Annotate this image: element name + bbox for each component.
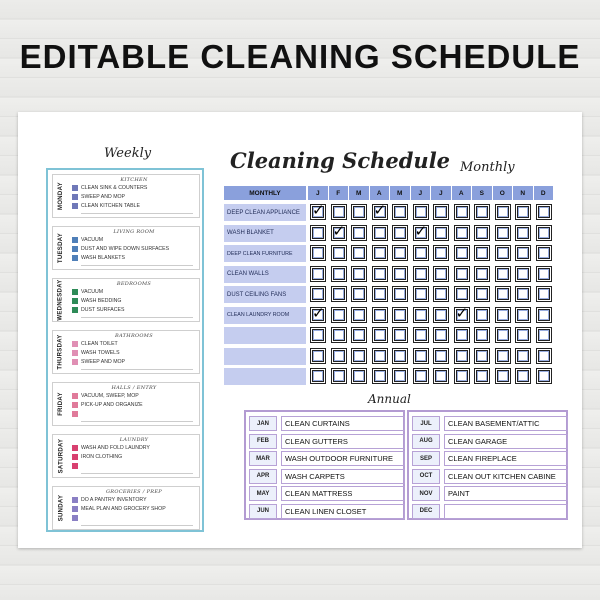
checkmark-icon: ✓ (312, 303, 325, 322)
month-checkbox[interactable] (433, 266, 449, 282)
task-item[interactable] (81, 307, 124, 313)
month-header-1: F (329, 186, 349, 200)
month-checkbox[interactable] (474, 266, 490, 282)
month-checkbox[interactable] (372, 307, 388, 323)
month-checkbox[interactable] (495, 204, 511, 220)
annual-task-field[interactable]: CLEAN FIREPLACE (444, 451, 568, 466)
month-checkbox[interactable] (372, 245, 388, 261)
month-header-2: M (349, 186, 369, 200)
day-block-monday (52, 174, 200, 218)
month-checkbox[interactable] (433, 204, 449, 220)
month-checkbox[interactable] (331, 204, 347, 220)
month-checkbox[interactable] (310, 201, 326, 220)
month-checkbox[interactable] (536, 286, 552, 302)
task-text: SWEEP AND MOP (81, 359, 126, 365)
month-checkbox[interactable] (331, 327, 347, 343)
month-header-3: A (370, 186, 390, 200)
task-checkbox[interactable] (72, 411, 78, 417)
month-checkbox[interactable] (413, 307, 429, 323)
month-checkbox[interactable] (351, 368, 367, 384)
month-checkbox[interactable] (310, 368, 326, 384)
month-checkbox[interactable] (536, 245, 552, 261)
blank-line (81, 265, 193, 266)
month-header-5: J (411, 186, 431, 200)
month-checkbox[interactable] (515, 327, 531, 343)
task-item[interactable] (81, 298, 121, 304)
blank-line (81, 213, 193, 214)
weekly-panel (46, 168, 204, 532)
task-text: PICK-UP AND ORGANIZE (81, 402, 143, 408)
month-header-6: J (431, 186, 451, 200)
day-label (53, 487, 69, 529)
month-checkbox[interactable] (310, 266, 326, 282)
month-checkbox[interactable] (495, 286, 511, 302)
month-header-9: O (493, 186, 513, 200)
month-checkbox[interactable] (351, 286, 367, 302)
task-text: CLEAN KITCHEN TABLE (81, 203, 140, 209)
task-item[interactable] (81, 203, 140, 209)
task-checkbox[interactable] (72, 445, 78, 451)
month-checkbox[interactable] (372, 286, 388, 302)
task-checkbox[interactable] (72, 515, 78, 521)
task-text: WASH BLANKETS (81, 255, 125, 261)
month-checkbox[interactable] (454, 245, 470, 261)
day-block-sunday (52, 486, 200, 530)
schedule-title: Cleaning Schedule (230, 148, 451, 173)
task-checkbox[interactable] (72, 393, 78, 399)
month-checkbox[interactable] (454, 266, 470, 282)
annual-month: AUG (412, 434, 440, 449)
task-checkbox[interactable] (72, 194, 78, 200)
weekly-title: Weekly (104, 146, 152, 161)
month-checkbox[interactable] (454, 225, 470, 241)
task-checkbox[interactable] (72, 237, 78, 243)
month-checkbox[interactable] (413, 221, 429, 241)
day-block-friday (52, 382, 200, 426)
month-checkbox[interactable] (515, 266, 531, 282)
checkmark-icon: ✓ (414, 221, 428, 240)
month-checkbox[interactable] (351, 204, 367, 220)
month-checkbox[interactable] (454, 303, 470, 323)
category-label: LAUNDRY (119, 437, 149, 443)
month-checkbox[interactable] (515, 204, 531, 220)
category-label: GROCERIES / PREP (106, 489, 162, 495)
month-checkbox[interactable] (536, 368, 552, 384)
day-label (53, 435, 69, 477)
day-block-thursday (52, 330, 200, 374)
month-checkbox[interactable] (331, 245, 347, 261)
month-checkbox[interactable] (413, 348, 429, 364)
month-header-10: N (513, 186, 533, 200)
task-text: CLEAN SINK & COUNTERS (81, 185, 148, 191)
task-checkbox[interactable] (72, 341, 78, 347)
task-item[interactable] (81, 359, 125, 365)
month-checkbox[interactable] (536, 327, 552, 343)
task-checkbox[interactable] (72, 203, 78, 209)
task-item[interactable] (81, 255, 125, 261)
checkmark-icon: ✓ (373, 201, 387, 219)
task-text: CLEAN TOILET (81, 341, 118, 347)
day-name: WEDNESDAY (58, 279, 64, 321)
task-text: WASH BEDDING (81, 298, 122, 304)
category-label: BEDROOMS (116, 281, 152, 287)
month-checkbox[interactable] (474, 348, 490, 364)
task-item[interactable] (81, 402, 143, 408)
task-text: VACUUM (81, 289, 104, 295)
month-checkbox[interactable] (413, 327, 429, 343)
day-label (53, 331, 69, 373)
month-checkbox[interactable] (331, 368, 347, 384)
day-block-wednesday (52, 278, 200, 322)
monthly-task-label[interactable] (224, 327, 306, 344)
month-checkbox[interactable] (536, 204, 552, 220)
month-checkbox[interactable] (413, 204, 429, 220)
month-checkbox[interactable] (351, 327, 367, 343)
month-checkbox[interactable] (392, 286, 408, 302)
task-text: DUST SURFACES (81, 307, 125, 313)
monthly-title: Monthly (460, 160, 515, 175)
day-label (53, 227, 69, 269)
annual-month: FEB (249, 434, 277, 449)
month-checkbox[interactable] (454, 286, 470, 302)
month-checkbox[interactable] (495, 245, 511, 261)
month-checkbox[interactable] (433, 245, 449, 261)
task-checkbox[interactable] (72, 246, 78, 252)
month-checkbox[interactable] (433, 225, 449, 241)
month-header-4: M (390, 186, 410, 200)
month-checkbox[interactable] (433, 368, 449, 384)
task-checkbox[interactable] (72, 289, 78, 295)
month-checkbox[interactable] (372, 348, 388, 364)
day-block-tuesday (52, 226, 200, 270)
month-checkbox[interactable] (310, 245, 326, 261)
day-name: THURSDAY (58, 334, 64, 370)
day-label (53, 383, 69, 425)
month-checkbox[interactable] (454, 204, 470, 220)
month-checkbox[interactable] (454, 348, 470, 364)
month-checkbox[interactable] (351, 266, 367, 282)
category-label: KITCHEN (120, 177, 148, 183)
monthly-header: MONTHLY (224, 186, 306, 200)
month-checkbox[interactable] (372, 327, 388, 343)
monthly-task-label[interactable]: CLEAN WALLS (224, 266, 306, 283)
month-checkbox[interactable] (433, 327, 449, 343)
headline: EDITABLE CLEANING SCHEDULE (19, 38, 581, 75)
month-checkbox[interactable] (495, 307, 511, 323)
monthly-task-label[interactable] (224, 368, 306, 385)
task-item[interactable] (81, 497, 147, 503)
month-checkbox[interactable] (372, 201, 388, 220)
month-checkbox[interactable] (515, 245, 531, 261)
blank-line (81, 317, 193, 318)
annual-month: JUL (412, 416, 440, 431)
cleaning-schedule-sheet (18, 112, 582, 548)
month-checkbox[interactable] (495, 266, 511, 282)
checkmark-icon: ✓ (332, 221, 346, 240)
category-label: BATHROOMS (115, 333, 153, 339)
month-header-7: A (452, 186, 472, 200)
annual-month: JUN (249, 504, 277, 519)
month-checkbox[interactable] (392, 368, 408, 384)
month-checkbox[interactable] (351, 307, 367, 323)
month-checkbox[interactable] (495, 368, 511, 384)
annual-month: DEC (412, 504, 440, 519)
month-checkbox[interactable] (392, 266, 408, 282)
annual-task-field[interactable]: WASH CARPETS (281, 469, 405, 484)
task-text: DUST AND WIPE DOWN SURFACES (81, 246, 170, 252)
month-checkbox[interactable] (392, 307, 408, 323)
month-checkbox[interactable] (454, 327, 470, 343)
blank-line (81, 421, 193, 422)
annual-month: APR (249, 469, 277, 484)
task-item[interactable] (81, 445, 150, 451)
month-checkbox[interactable] (331, 221, 347, 241)
checkmark-icon: ✓ (455, 303, 469, 322)
month-checkbox[interactable] (474, 225, 490, 241)
month-checkbox[interactable] (474, 245, 490, 261)
task-checkbox[interactable] (72, 506, 78, 512)
annual-title: Annual (368, 392, 411, 406)
blank-line (81, 525, 193, 526)
task-checkbox[interactable] (72, 350, 78, 356)
month-checkbox[interactable] (536, 266, 552, 282)
day-name: TUESDAY (58, 232, 65, 264)
task-checkbox[interactable] (72, 463, 78, 469)
month-checkbox[interactable] (351, 225, 367, 241)
month-checkbox[interactable] (413, 245, 429, 261)
month-checkbox[interactable] (536, 225, 552, 241)
monthly-task-label[interactable] (224, 348, 306, 365)
month-checkbox[interactable] (413, 286, 429, 302)
task-checkbox[interactable] (72, 255, 78, 261)
month-checkbox[interactable] (331, 348, 347, 364)
task-checkbox[interactable] (72, 298, 78, 304)
task-item[interactable] (81, 341, 118, 347)
month-checkbox[interactable] (433, 307, 449, 323)
month-checkbox[interactable] (433, 348, 449, 364)
month-checkbox[interactable] (536, 307, 552, 323)
task-text: MEAL PLAN AND GROCERY SHOP (81, 506, 166, 512)
month-checkbox[interactable] (372, 368, 388, 384)
task-text: DO A PANTRY INVENTORY (81, 497, 147, 503)
month-checkbox[interactable] (331, 266, 347, 282)
blank-line (81, 369, 193, 370)
task-text: WASH TOWELS (81, 350, 120, 356)
month-checkbox[interactable] (536, 348, 552, 364)
month-checkbox[interactable] (392, 245, 408, 261)
monthly-task-label[interactable]: WASH BLANKET (224, 225, 306, 242)
month-checkbox[interactable] (515, 307, 531, 323)
month-checkbox[interactable] (515, 286, 531, 302)
month-checkbox[interactable] (474, 286, 490, 302)
month-checkbox[interactable] (515, 348, 531, 364)
month-checkbox[interactable] (413, 266, 429, 282)
task-item[interactable] (81, 506, 166, 512)
task-checkbox[interactable] (72, 402, 78, 408)
day-label (53, 175, 69, 217)
month-checkbox[interactable] (392, 204, 408, 220)
month-checkbox[interactable] (331, 307, 347, 323)
month-checkbox[interactable] (474, 327, 490, 343)
task-item[interactable] (81, 289, 103, 295)
day-name: SATURDAY (58, 438, 64, 474)
annual-month: JAN (249, 416, 277, 431)
monthly-task-label[interactable]: DEEP CLEAN APPLIANCE (224, 204, 306, 221)
annual-panel-jan-jun (244, 410, 405, 520)
monthly-task-label[interactable]: DUST CEILING FANS (224, 286, 306, 303)
annual-task-field[interactable]: CLEAN OUT KITCHEN CABINE (444, 469, 568, 484)
annual-task-field[interactable]: CLEAN GARAGE (444, 434, 568, 449)
task-item[interactable] (81, 237, 103, 243)
checkmark-icon: ✓ (312, 201, 325, 219)
task-text: VACUUM (81, 237, 104, 243)
category-label: LIVING ROOM (113, 229, 155, 235)
annual-task-field[interactable]: WASH OUTDOOR FURNITURE (281, 451, 405, 466)
month-checkbox[interactable] (474, 307, 490, 323)
blank-line (81, 473, 193, 474)
category-label: HALLS / ENTRY (111, 385, 157, 391)
task-item[interactable] (81, 246, 169, 252)
month-checkbox[interactable] (351, 245, 367, 261)
month-checkbox[interactable] (495, 348, 511, 364)
annual-month: MAY (249, 486, 277, 501)
month-checkbox[interactable] (392, 225, 408, 241)
month-header-11: D (534, 186, 554, 200)
annual-month: OCT (412, 469, 440, 484)
month-checkbox[interactable] (310, 327, 326, 343)
month-checkbox[interactable] (372, 225, 388, 241)
month-checkbox[interactable] (495, 327, 511, 343)
annual-panel-jul-dec (407, 410, 568, 520)
annual-month: NOV (412, 486, 440, 501)
annual-task-field[interactable]: CLEAN CURTAINS (281, 416, 405, 431)
month-checkbox[interactable] (495, 225, 511, 241)
month-checkbox[interactable] (433, 286, 449, 302)
day-name: MONDAY (58, 182, 65, 210)
annual-task-field[interactable]: CLEAN MATTRESS (281, 486, 405, 501)
task-item[interactable] (81, 185, 147, 191)
month-header-8: S (472, 186, 492, 200)
task-item[interactable] (81, 393, 139, 399)
month-checkbox[interactable] (515, 368, 531, 384)
month-checkbox[interactable] (474, 204, 490, 220)
task-text: WASH AND FOLD LAUNDRY (81, 445, 150, 451)
task-checkbox[interactable] (72, 454, 78, 460)
day-label (53, 279, 69, 321)
task-text: IRON CLOTHING (81, 454, 123, 460)
task-checkbox[interactable] (72, 359, 78, 365)
month-checkbox[interactable] (392, 327, 408, 343)
month-checkbox[interactable] (474, 368, 490, 384)
task-text: VACUUM, SWEEP, MOP (81, 393, 139, 399)
monthly-task-label[interactable]: DEEP CLEAN FURNITURE (224, 245, 306, 262)
task-checkbox[interactable] (72, 307, 78, 313)
month-header-0: J (308, 186, 328, 200)
annual-task-field[interactable] (444, 504, 568, 519)
month-checkbox[interactable] (392, 348, 408, 364)
task-item[interactable] (81, 350, 120, 356)
task-checkbox[interactable] (72, 185, 78, 191)
month-checkbox[interactable] (515, 225, 531, 241)
annual-task-field[interactable]: CLEAN GUTTERS (281, 434, 405, 449)
day-block-saturday (52, 434, 200, 478)
task-item[interactable] (81, 194, 125, 200)
month-checkbox[interactable] (310, 348, 326, 364)
month-checkbox[interactable] (310, 225, 326, 241)
month-checkbox[interactable] (310, 303, 326, 323)
annual-task-field[interactable]: CLEAN LINEN CLOSET (281, 504, 405, 519)
monthly-task-label[interactable]: CLEAN LAUNDRY ROOM (224, 307, 306, 324)
day-name: FRIDAY (58, 392, 64, 416)
task-item[interactable] (81, 454, 122, 460)
month-checkbox[interactable] (310, 286, 326, 302)
annual-month: SEP (412, 451, 440, 466)
task-checkbox[interactable] (72, 497, 78, 503)
month-checkbox[interactable] (351, 348, 367, 364)
month-checkbox[interactable] (331, 286, 347, 302)
task-text: SWEEP AND MOP (81, 194, 126, 200)
month-checkbox[interactable] (372, 266, 388, 282)
annual-month: MAR (249, 451, 277, 466)
month-checkbox[interactable] (454, 368, 470, 384)
annual-task-field[interactable]: CLEAN BASEMENT/ATTIC (444, 416, 568, 431)
day-name: SUNDAY (58, 494, 64, 522)
month-checkbox[interactable] (413, 368, 429, 384)
annual-task-field[interactable]: PAINT (444, 486, 568, 501)
